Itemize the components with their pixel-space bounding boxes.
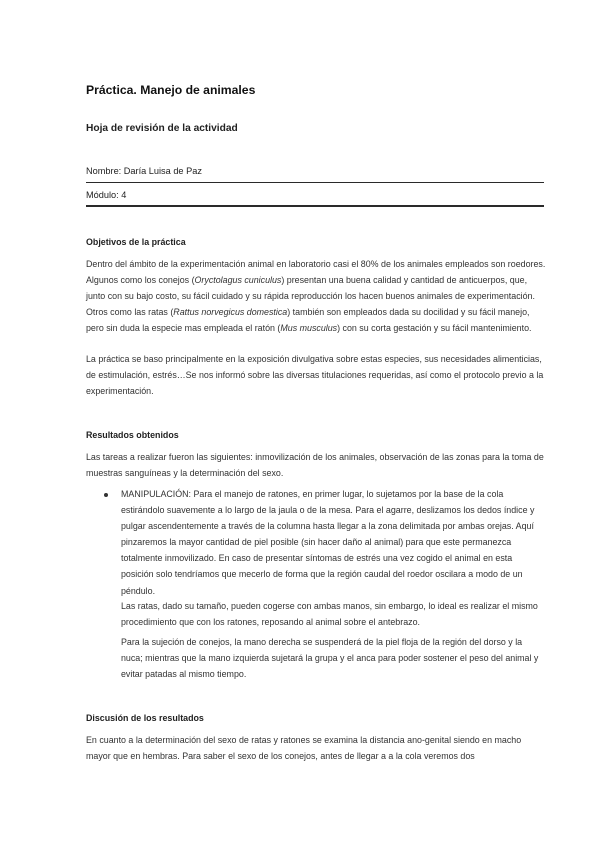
manipulacion-bullet-text: MANIPULACIÓN: Para el manejo de ratones, en primer lugar, lo sujetamos por la base de la cola estirándolo suavemente a lo largo de la jaula o de la mesa. Para el agarre, deslizamos los dedos índice y pulgar ascendentemente a través de la columna hasta llegar a la zona delimitada por ambas orejas. Aquí pinzaremos la mayor cantidad de piel posible (sin hacer daño al animal) para que este permanezca totalmente inmovilizado. En caso de presentar síntomas de estrés una vez cogido el animal en esta posición solo tendríamos que mecerlo de forma que la región caudal del roedor oscilara a modo de un péndulo.: [121, 489, 535, 596]
document-title: Práctica. Manejo de animales: [86, 83, 256, 97]
conejos-paragraph: Para la sujeción de conejos, la mano derecha se suspenderá de la piel floja de la región del dorso y la nuca; mientras que la mano izquierda sujetará la grupa y el anca para poder sostener el peso del animal y evitar patadas al mismo tiempo.: [121, 637, 539, 680]
section-heading-discusion: Discusión de los resultados: [86, 713, 204, 723]
section-heading-objetivos: Objetivos de la práctica: [86, 237, 186, 247]
ratas-paragraph: Las ratas, dado su tamaño, pueden cogerse con ambas manos, sin embargo, lo ideal es realizar el mismo procedimiento que con los ratones, reposando al animal sobre el antebrazo.: [121, 601, 538, 628]
discusion-paragraph: En cuanto a la determinación del sexo de ratas y ratones se examina la distancia ano-genital siendo en macho mayor que en hembras. Para saber el sexo de los conejos, antes de llegar a a la cola veremos dos: [86, 735, 522, 762]
bullet-icon: [104, 493, 108, 497]
thin-divider: [86, 182, 544, 183]
module-number: Módulo: 4: [86, 190, 127, 200]
thick-divider: [86, 205, 544, 207]
student-name: Nombre: Daría Luisa de Paz: [86, 166, 202, 176]
document-subtitle: Hoja de revisión de la actividad: [86, 123, 238, 134]
objetivos-paragraph-1: Dentro del ámbito de la experimentación animal en laboratorio casi el 80% de los animales empleados son roedores. Algunos como los conejos (Oryctolagus cuniculus) presentan una buena calidad y cantidad de anticuerpos, que, junto con su bajo costo, su fácil cuidado y su rápida reproducción los hacen buenos animales de experimentación. Otros como las ratas (Rattus norvegicus domestica) también son empleados dada su docilidad y su fácil manejo, pero sin duda la especie mas empleada el ratón (Mus musculus) con su corta gestación y su fácil mantenimiento.: [86, 259, 546, 334]
objetivos-paragraph-2: La práctica se baso principalmente en la exposición divulgativa sobre estas especies, sus necesidades alimenticias, de estimulación, estrés…Se nos informó sobre las diversas titulaciones requeridas, así como el protocolo previo a la experimentación.: [86, 354, 544, 397]
section-heading-resultados: Resultados obtenidos: [86, 430, 179, 440]
resultados-intro: Las tareas a realizar fueron las siguientes: inmovilización de los animales, observación de las zonas para la toma de muestras sanguíneas y la determinación del sexo.: [86, 452, 544, 479]
